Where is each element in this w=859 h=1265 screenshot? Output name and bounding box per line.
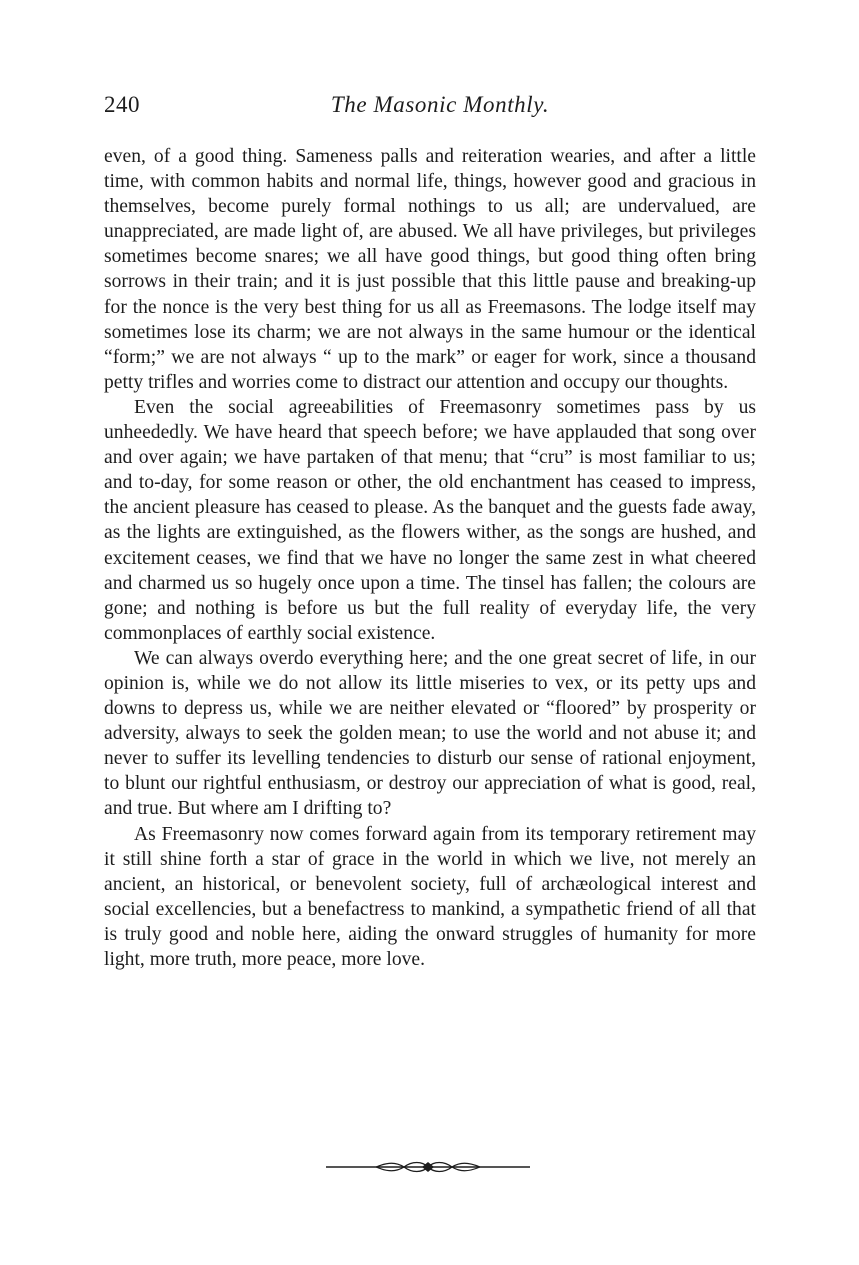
paragraph-1: even, of a good thing. Sameness palls and reiteration wearies, and after a little time, with common habits and normal life, things, however good and gracious in themselves, become purely formal nothings to us all; are undervalued, are unappreciated, are made light of, are abused. We all have privileges, but privileges sometimes become snares; we all have good things, but good thing often bring sorrows in their train; and it is just possible that this little pause and breaking-up for the nonce is the very best thing for us all as Freemasons. The lodge itself may sometimes lose its charm; we are not always in the same humour or the identical “form;” we are not always “ up to the mark” or eager for work, since a thousand petty trifles and worries come to distract our attention and occupy our thoughts. (104, 146, 756, 393)
running-header (104, 88, 756, 122)
paragraph-2: Even the social agreeabilities of Freemasonry sometimes pass by us unheededly. We have heard that speech before; we have applauded that song over and over again; we have partaken of that menu; that “cru” is most familiar to us; and to-day, for some reason or other, the old enchantment has ceased to impress, the ancient pleasure has ceased to please. As the banquet and the guests fade away, as the lights are extinguished, as the flowers wither, as the songs are hushed, and excitement ceases, we find that we have no longer the same zest in what cheered and charmed us so hugely once upon a time. The tinsel has fallen; the colours are gone; and nothing is before us but the full reality of everyday life, the very commonplaces of earthly social existence. (104, 396, 756, 644)
article-body (104, 144, 756, 972)
tailpiece-rule-icon (326, 1159, 530, 1175)
paragraph-4: As Freemasonry now comes forward again from its temporary retirement may it still shine forth a star of grace in the world in which we live, not merely an ancient, an historical, or benevolent society, full of archæological interest and social excellencies, but a benefactress to mankind, a sympathetic friend of all that is truly good and noble here, aiding the onward struggles of humanity for more light, more truth, more peace, more love. (104, 823, 756, 970)
page-number: 240 (104, 92, 140, 117)
running-title: The Masonic Monthly. (330, 92, 550, 117)
paragraph-3: We can always overdo everything here; and the one great secret of life, in our opinion is, while we do not allow its little miseries to vex, or its petty ups and downs to depress us, while we are neither elevated or “floored” by prosperity or adversity, always to seek the golden mean; to use the world and not abuse it; and never to suffer its levelling tendencies to disturb our sense of rational enjoyment, to blunt our rightful enthusiasm, or destroy our appreciation of what is good, real, and true. But where am I drifting to? (104, 647, 756, 820)
